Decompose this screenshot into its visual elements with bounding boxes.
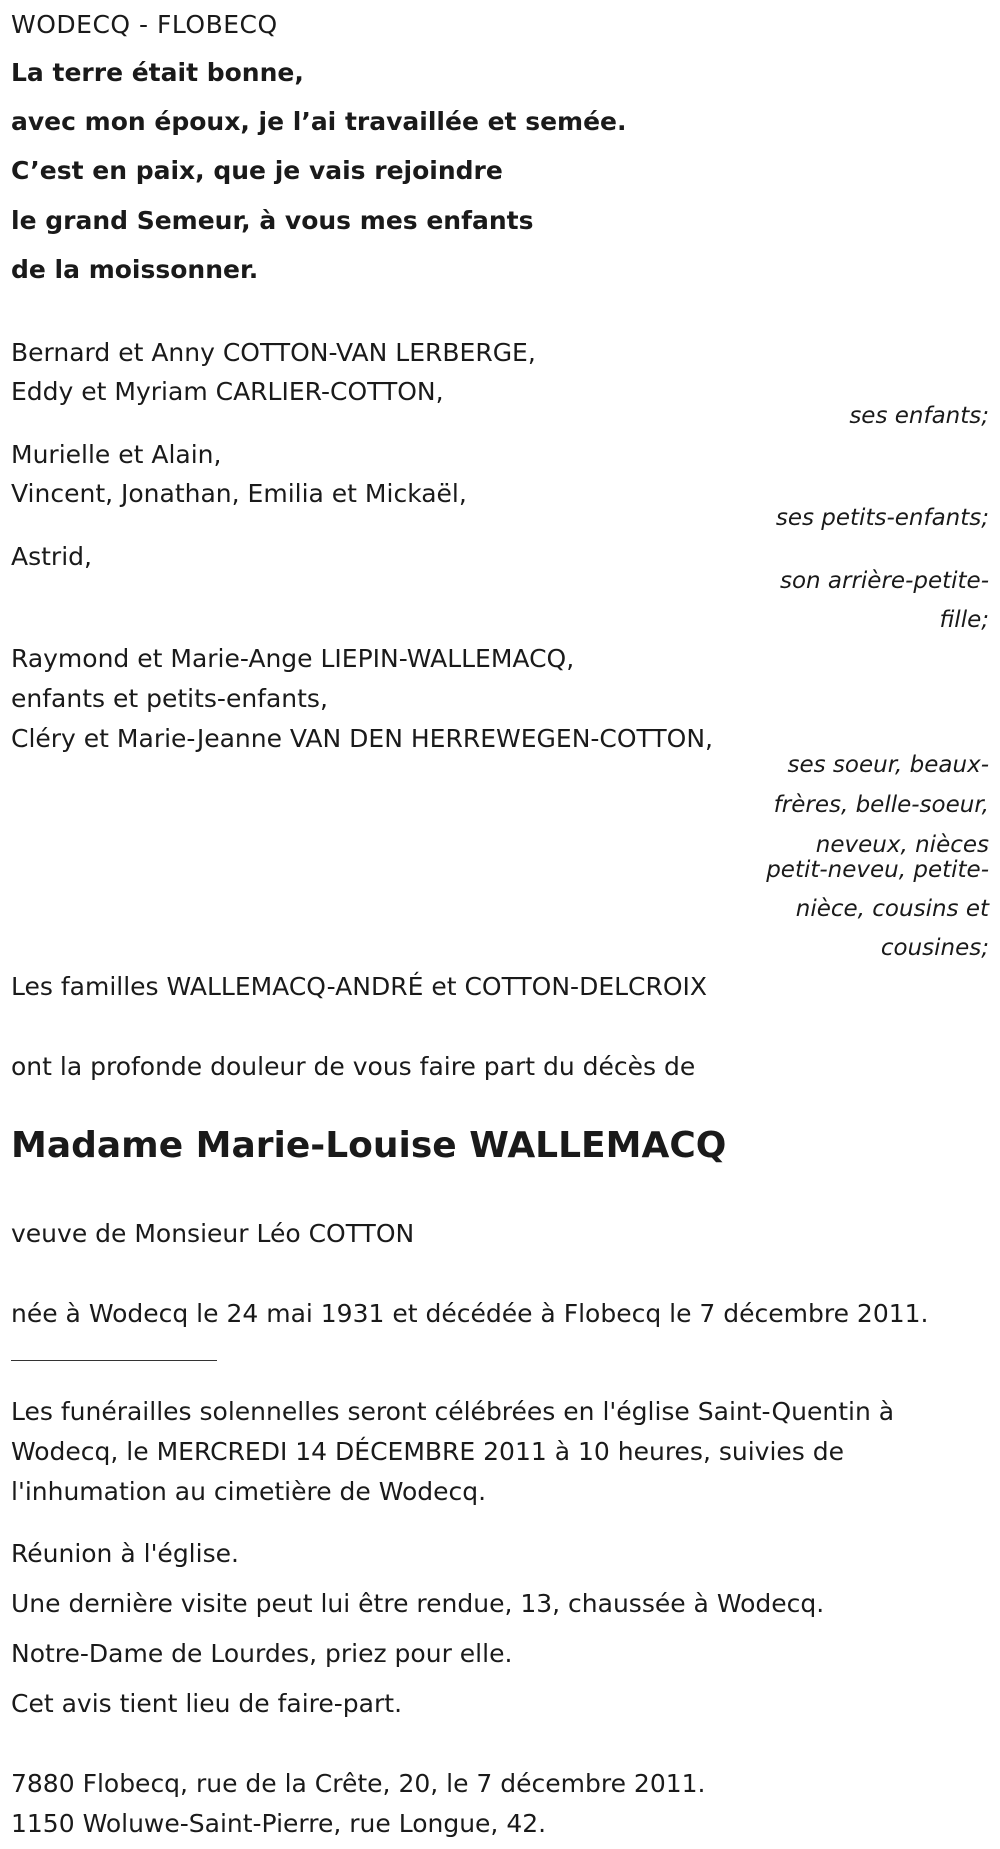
deceased-name: Madame Marie-Louise WALLEMACQ	[11, 1125, 727, 1166]
funeral-visit: Une dernière visite peut lui être rendue, 13, chaussée à Wodecq.	[11, 1589, 825, 1618]
funeral-meeting: Réunion à l'église.	[11, 1539, 239, 1568]
siblings-line: Raymond et Marie-Ange LIEPIN-WALLEMACQ,	[11, 644, 575, 673]
widow-line: veuve de Monsieur Léo COTTON	[11, 1219, 415, 1248]
siblings-role: frères, belle-soeur,	[773, 792, 989, 818]
poem-line: C’est en paix, que je vais rejoindre	[11, 156, 503, 185]
announcement-line: ont la profonde douleur de vous faire part du décès de	[11, 1052, 696, 1081]
siblings-line: enfants et petits-enfants,	[11, 684, 328, 713]
dates-line: née à Wodecq le 24 mai 1931 et décédée à Flobecq le 7 décembre 2011.	[11, 1299, 929, 1328]
section-divider	[11, 1360, 217, 1361]
great-grandchild-line: Astrid,	[11, 542, 92, 571]
location-header: WODECQ - FLOBECQ	[11, 10, 278, 39]
children-role: ses enfants;	[849, 403, 989, 429]
great-grandchild-role: fille;	[939, 607, 989, 633]
siblings-role: nièce, cousins et	[795, 896, 989, 922]
siblings-role: petit-neveu, petite-	[766, 857, 989, 883]
funeral-prayer: Notre-Dame de Lourdes, priez pour elle.	[11, 1639, 513, 1668]
siblings-role: cousines;	[880, 935, 989, 961]
siblings-role: neveux, nièces	[815, 832, 989, 858]
funeral-ceremony: Les funérailles solennelles seront célébrées en l'église Saint-Quentin à Wodecq, le MERCREDI 14 DÉCEMBRE 2011 à 10 heures, suivies de l'inhumation au cimetière de Wodecq.	[11, 1397, 895, 1506]
grandchildren-line: Murielle et Alain,	[11, 440, 222, 469]
address-line: 7880 Flobecq, rue de la Crête, 20, le 7 décembre 2011.	[11, 1769, 706, 1798]
children-line: Eddy et Myriam CARLIER-COTTON,	[11, 377, 444, 406]
grandchildren-line: Vincent, Jonathan, Emilia et Mickaël,	[11, 479, 467, 508]
siblings-role: ses soeur, beaux-	[787, 752, 989, 778]
poem-line: de la moissonner.	[11, 255, 259, 284]
address-line: 1150 Woluwe-Saint-Pierre, rue Longue, 42.	[11, 1809, 547, 1838]
great-grandchild-role: son arrière-petite-	[779, 568, 989, 594]
poem-line: La terre était bonne,	[11, 58, 304, 87]
siblings-line: Cléry et Marie-Jeanne VAN DEN HERREWEGEN-COTTON,	[11, 724, 713, 753]
grandchildren-role: ses petits-enfants;	[775, 505, 989, 531]
poem-line: le grand Semeur, à vous mes enfants	[11, 206, 534, 235]
funeral-notice: Cet avis tient lieu de faire-part.	[11, 1689, 403, 1718]
families-line: Les familles WALLEMACQ-ANDRÉ et COTTON-DELCROIX	[11, 972, 708, 1001]
children-line: Bernard et Anny COTTON-VAN LERBERGE,	[11, 338, 536, 367]
poem-line: avec mon époux, je l’ai travaillée et semée.	[11, 107, 627, 136]
